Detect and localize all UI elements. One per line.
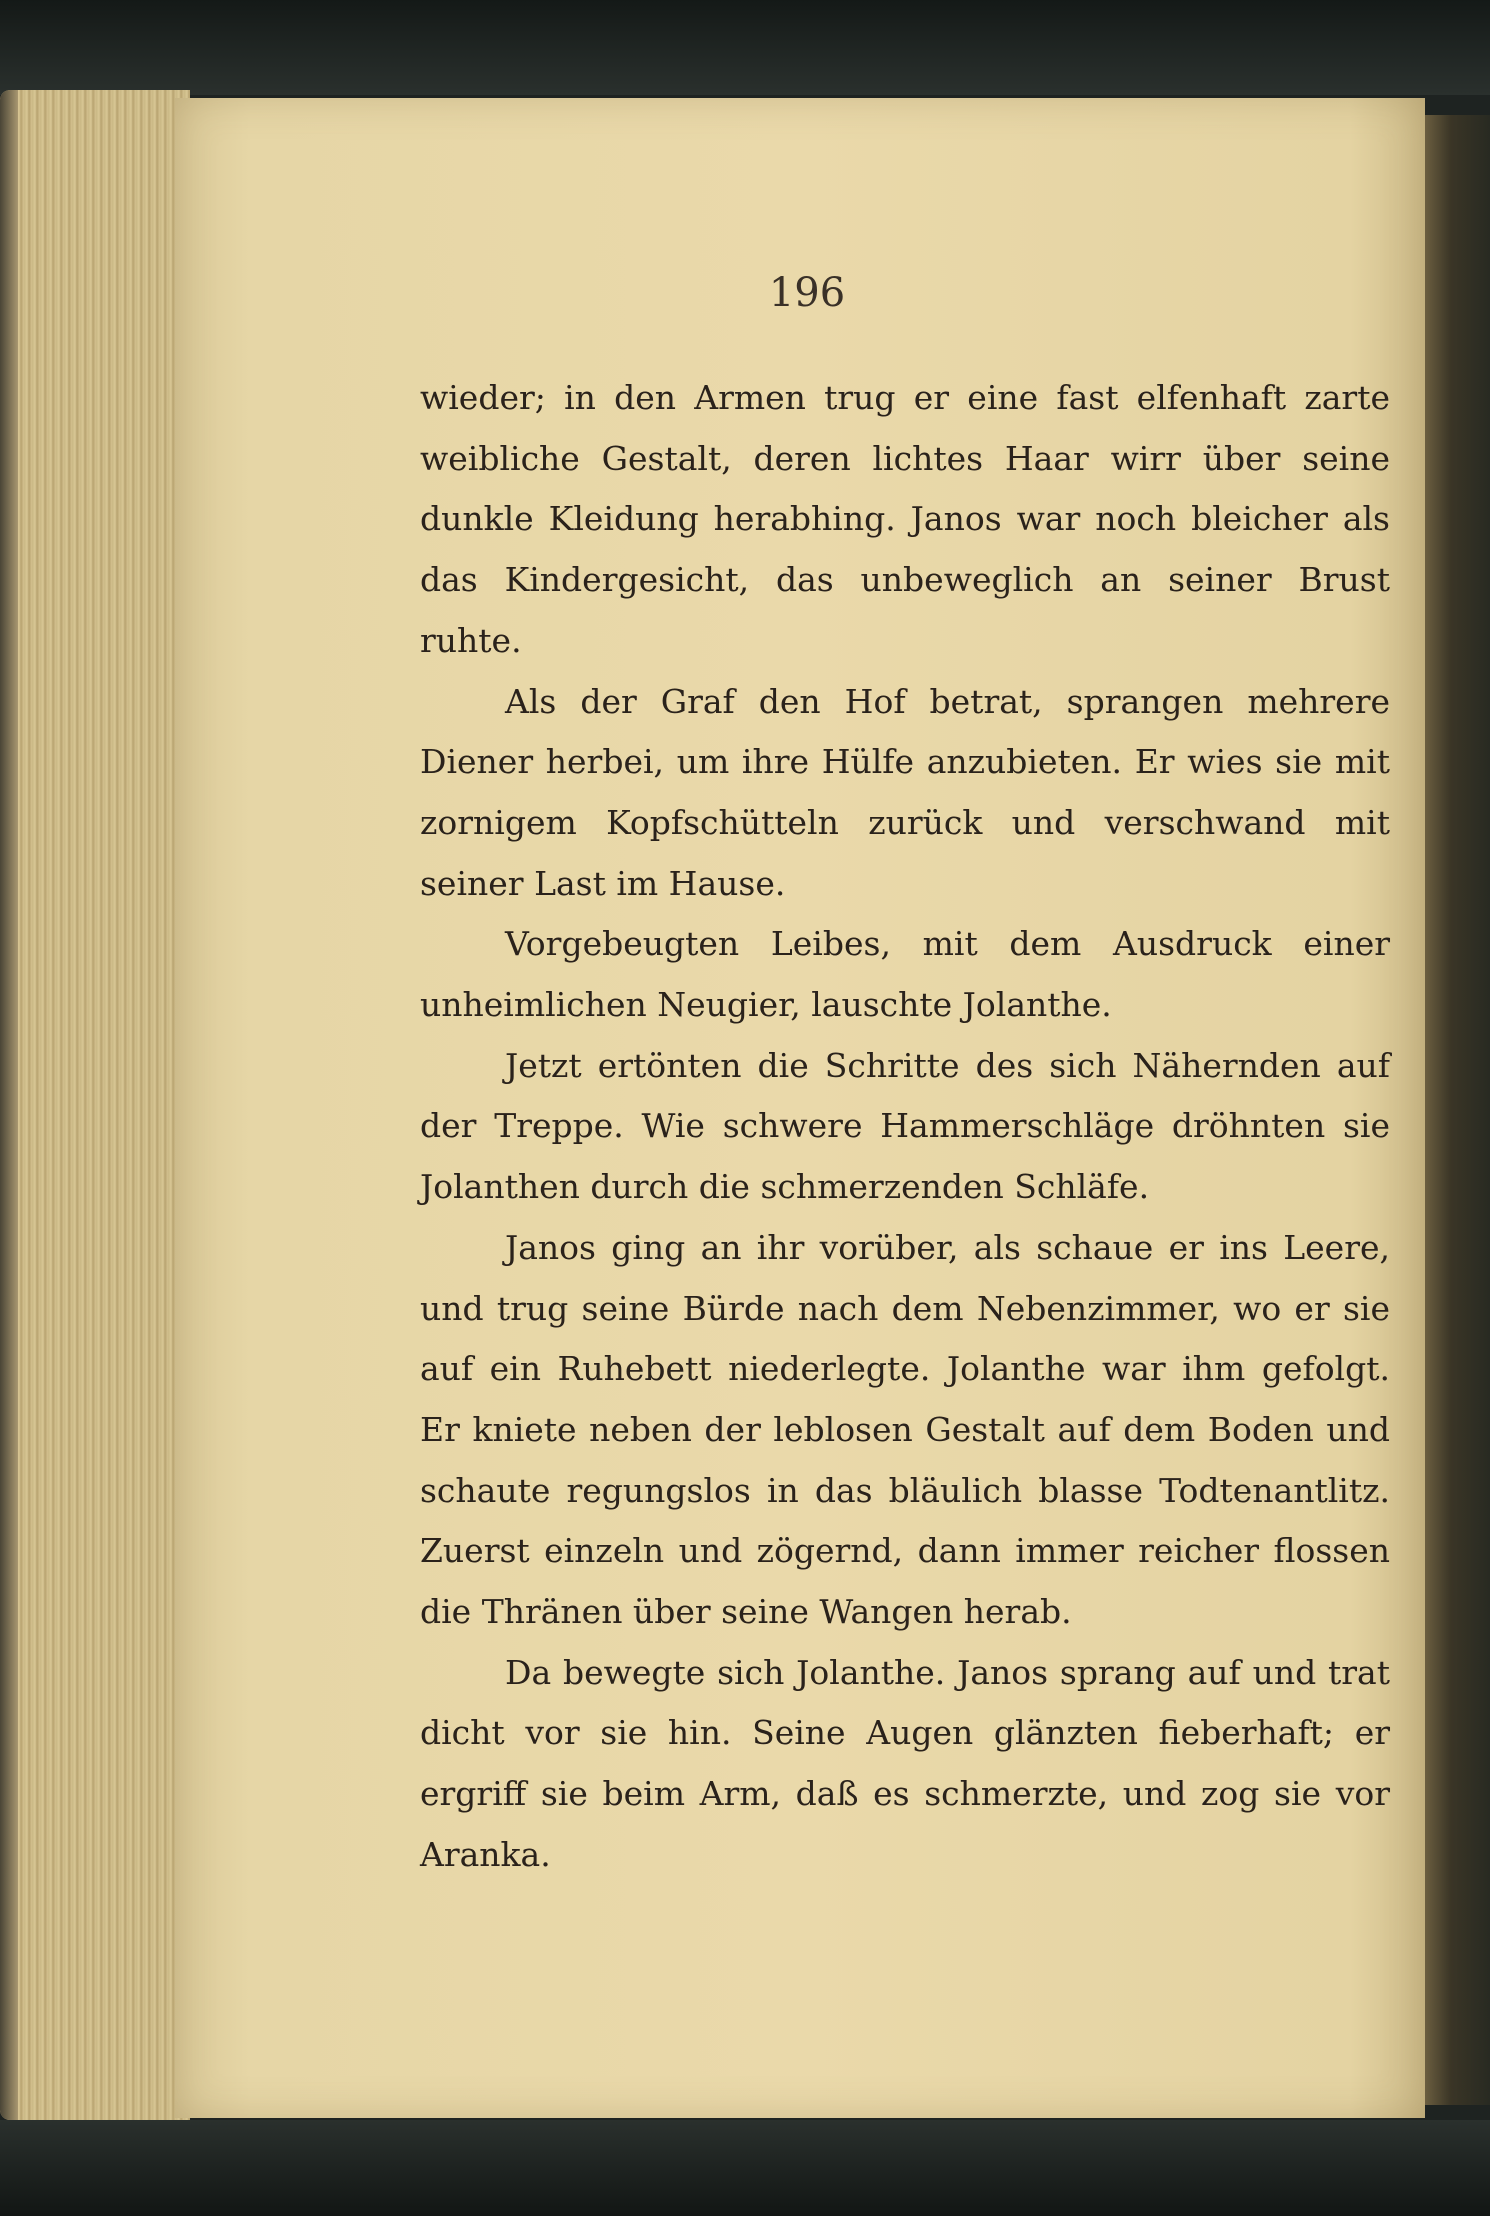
paragraph-6: Da bewegte sich Jolanthe. Janos sprang auf und trat dicht vor sie hin. Seine Augen glänzten fieberhaft; er ergriff sie beim Arm, daß es schmerzte, und zog sie vor Aranka. [420, 1652, 1390, 1874]
paragraph-2: Als der Graf den Hof betrat, sprangen mehrere Diener herbei, um ihre Hülfe anzubieten. Er wies sie mit zornigem Kopfschütteln zurück und verschwand mit seiner Last im Hause. [420, 681, 1390, 903]
page-number: 196 [768, 270, 846, 316]
book-cover-bottom [0, 2120, 1490, 2216]
paragraph-1: wieder; in den Armen trug er eine fast elfenhaft zarte weibliche Gestalt, deren lichtes Haar wirr über seine dunkle Kleidung herabhing. Janos war noch bleicher als das Kindergesicht, das unbeweglich an seiner Brust ruhte. [420, 378, 1390, 660]
paragraph-4: Jetzt ertönten die Schritte des sich Nähernden auf der Treppe. Wie schwere Hammerschläge dröhnten sie Jolanthen durch die schmerzenden Schläfe. [420, 1045, 1390, 1207]
page-stack-edge [0, 90, 190, 2120]
paragraph-3: Vorgebeugten Leibes, mit dem Ausdruck einer unheimlichen Neugier, lauschte Jolanthe. [420, 924, 1390, 1025]
paragraph-5: Janos ging an ihr vorüber, als schaue er ins Leere, und trug seine Bürde nach dem Nebenzimmer, wo er sie auf ein Ruhebett niederlegte. Jolanthe war ihm gefolgt. Er kniete neben der leblosen Gestalt auf dem Boden und schaute regungslos in das bläulich blasse Todtenantlitz. Zuerst einzeln und zögernd, dann immer reicher flossen die Thränen über seine Wangen herab. [420, 1227, 1390, 1632]
book-cover-top [0, 0, 1490, 95]
facing-page-edge [1425, 115, 1490, 2105]
page-body [420, 368, 1390, 1886]
book-spine-shadow [0, 90, 18, 2120]
